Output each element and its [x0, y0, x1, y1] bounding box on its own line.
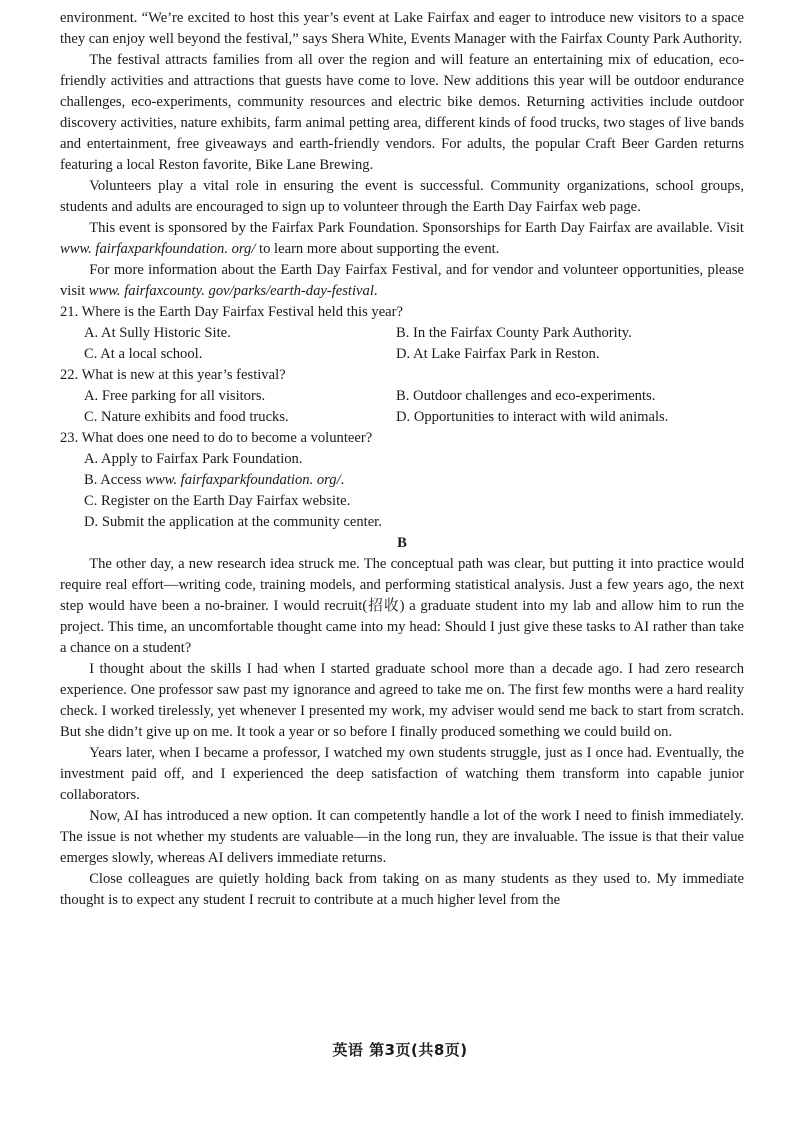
passage-b-paragraph: The other day, a new research idea struck me. The conceptual path was clear, but putting it into practice would require real effort—writing code, training models, and performing statistical analysis. Just a few years ago, the next step would have been a no-brainer. I would recruit(招收) a graduate student into my lab and allow him to run the project. This time, an uncomfortable thought came into my head: Should I just give these tasks to AI rather than take a chance on a student?	[60, 556, 744, 656]
question-21	[60, 302, 744, 365]
option-c: C. Register on the Earth Day Fairfax website.	[84, 493, 351, 509]
option-b-text: .	[340, 472, 345, 488]
sponsor-text: This event is sponsored by the Fairfax Park Foundation. Sponsorships for Earth Day Fairfax are available. Visit	[89, 220, 744, 236]
question-stem: 22. What is new at this year’s festival?	[60, 367, 286, 383]
more-info-text: .	[373, 283, 378, 299]
passage-b-paragraph: Years later, when I became a professor, I watched my own students struggle, just as I once had. Eventually, the investment paid off, and I experienced the deep satisfaction of watching them transform into capable junior collaborators.	[60, 745, 744, 803]
passage-a-paragraph: The festival attracts families from all over the region and will feature an entertaining mix of education, eco-friendly activities and attractions that guests have come to love. New additions this year will be outdoor endurance challenges, eco-experiments, community resources and electric bike demos. Returning activities include outdoor discovery activities, nature exhibits, farm animal petting area, different kinds of food trucks, two stages of live bands and entertainment, free giveaways and earth-friendly vendors. For adults, the popular Craft Beer Garden returns featuring a local Reston favorite, Bike Lane Brewing.	[60, 52, 744, 173]
option-d: D. Opportunities to interact with wild animals.	[396, 409, 669, 425]
festival-url: www. fairfaxcounty. gov/parks/earth-day-festival	[88, 283, 374, 299]
exam-page	[60, 8, 744, 911]
option-c: C. At a local school.	[84, 346, 203, 362]
passage-b-paragraph: Close colleagues are quietly holding back from taking on as many students as they used to. My immediate thought is to expect any student I recruit to contribute at a much higher level from the	[60, 871, 744, 908]
option-d: D. At Lake Fairfax Park in Reston.	[396, 346, 600, 362]
more-info-paragraph	[60, 260, 744, 302]
question-22	[60, 365, 744, 428]
options-grid	[60, 323, 744, 365]
passage-b-paragraph: I thought about the skills I had when I started graduate school more than a decade ago. I had zero research experience. One professor saw past my ignorance and agreed to take me on. The first few months were a hard reality check. I worked tirelessly, yet whenever I presented my work, my adviser would send me back to start from scratch. But she didn’t give up on me. It took a year or so before I finally produced something we could build on.	[60, 661, 744, 740]
option-b-text: B. Access	[84, 472, 146, 488]
section-b-heading: B	[397, 535, 407, 551]
option-a: A. Apply to Fairfax Park Foundation.	[84, 451, 303, 467]
option-c: C. Nature exhibits and food trucks.	[84, 409, 289, 425]
sponsor-paragraph	[60, 218, 744, 260]
option-a: A. Free parking for all visitors.	[84, 388, 266, 404]
passage-a-paragraph: Volunteers play a vital role in ensuring the event is successful. Community organizations, school groups, students and adults are encouraged to sign up to volunteer through the Earth Day Fairfax web page.	[60, 178, 744, 215]
options-list	[60, 449, 744, 533]
foundation-url: www. fairfaxparkfoundation. org/	[60, 241, 256, 257]
option-d: D. Submit the application at the community center.	[84, 514, 382, 530]
option-a: A. At Sully Historic Site.	[84, 325, 231, 341]
question-stem: 21. Where is the Earth Day Fairfax Festival held this year?	[60, 304, 403, 320]
more-info-text: For more information about the Earth Day Fairfax Festival, and for vendor and volunteer opportunities, please visit	[60, 262, 744, 299]
passage-a-paragraph: environment. “We’re excited to host this year’s event at Lake Fairfax and eager to introduce new visitors to a space they can enjoy well beyond the festival,” says Shera White, Events Manager with the Fairfax County Park Authority.	[60, 10, 744, 47]
option-b: B. Outdoor challenges and eco-experiments.	[396, 388, 656, 404]
question-23	[60, 428, 744, 533]
question-stem: 23. What does one need to do to become a volunteer?	[60, 430, 373, 446]
option-b	[84, 470, 744, 491]
page-footer: 英语 第3页(共8页)	[332, 1041, 468, 1059]
sponsor-text: to learn more about supporting the event.	[255, 241, 500, 257]
passage-b-paragraph: Now, AI has introduced a new option. It can competently handle a lot of the work I need to finish immediately. The issue is not whether my students are valuable—in the long run, they are invaluable. The issue is that their value emerges slowly, whereas AI delivers immediate returns.	[60, 808, 744, 866]
option-b-url: www. fairfaxparkfoundation. org/	[145, 472, 341, 488]
options-grid	[60, 386, 744, 428]
option-b: B. In the Fairfax County Park Authority.	[396, 325, 632, 341]
